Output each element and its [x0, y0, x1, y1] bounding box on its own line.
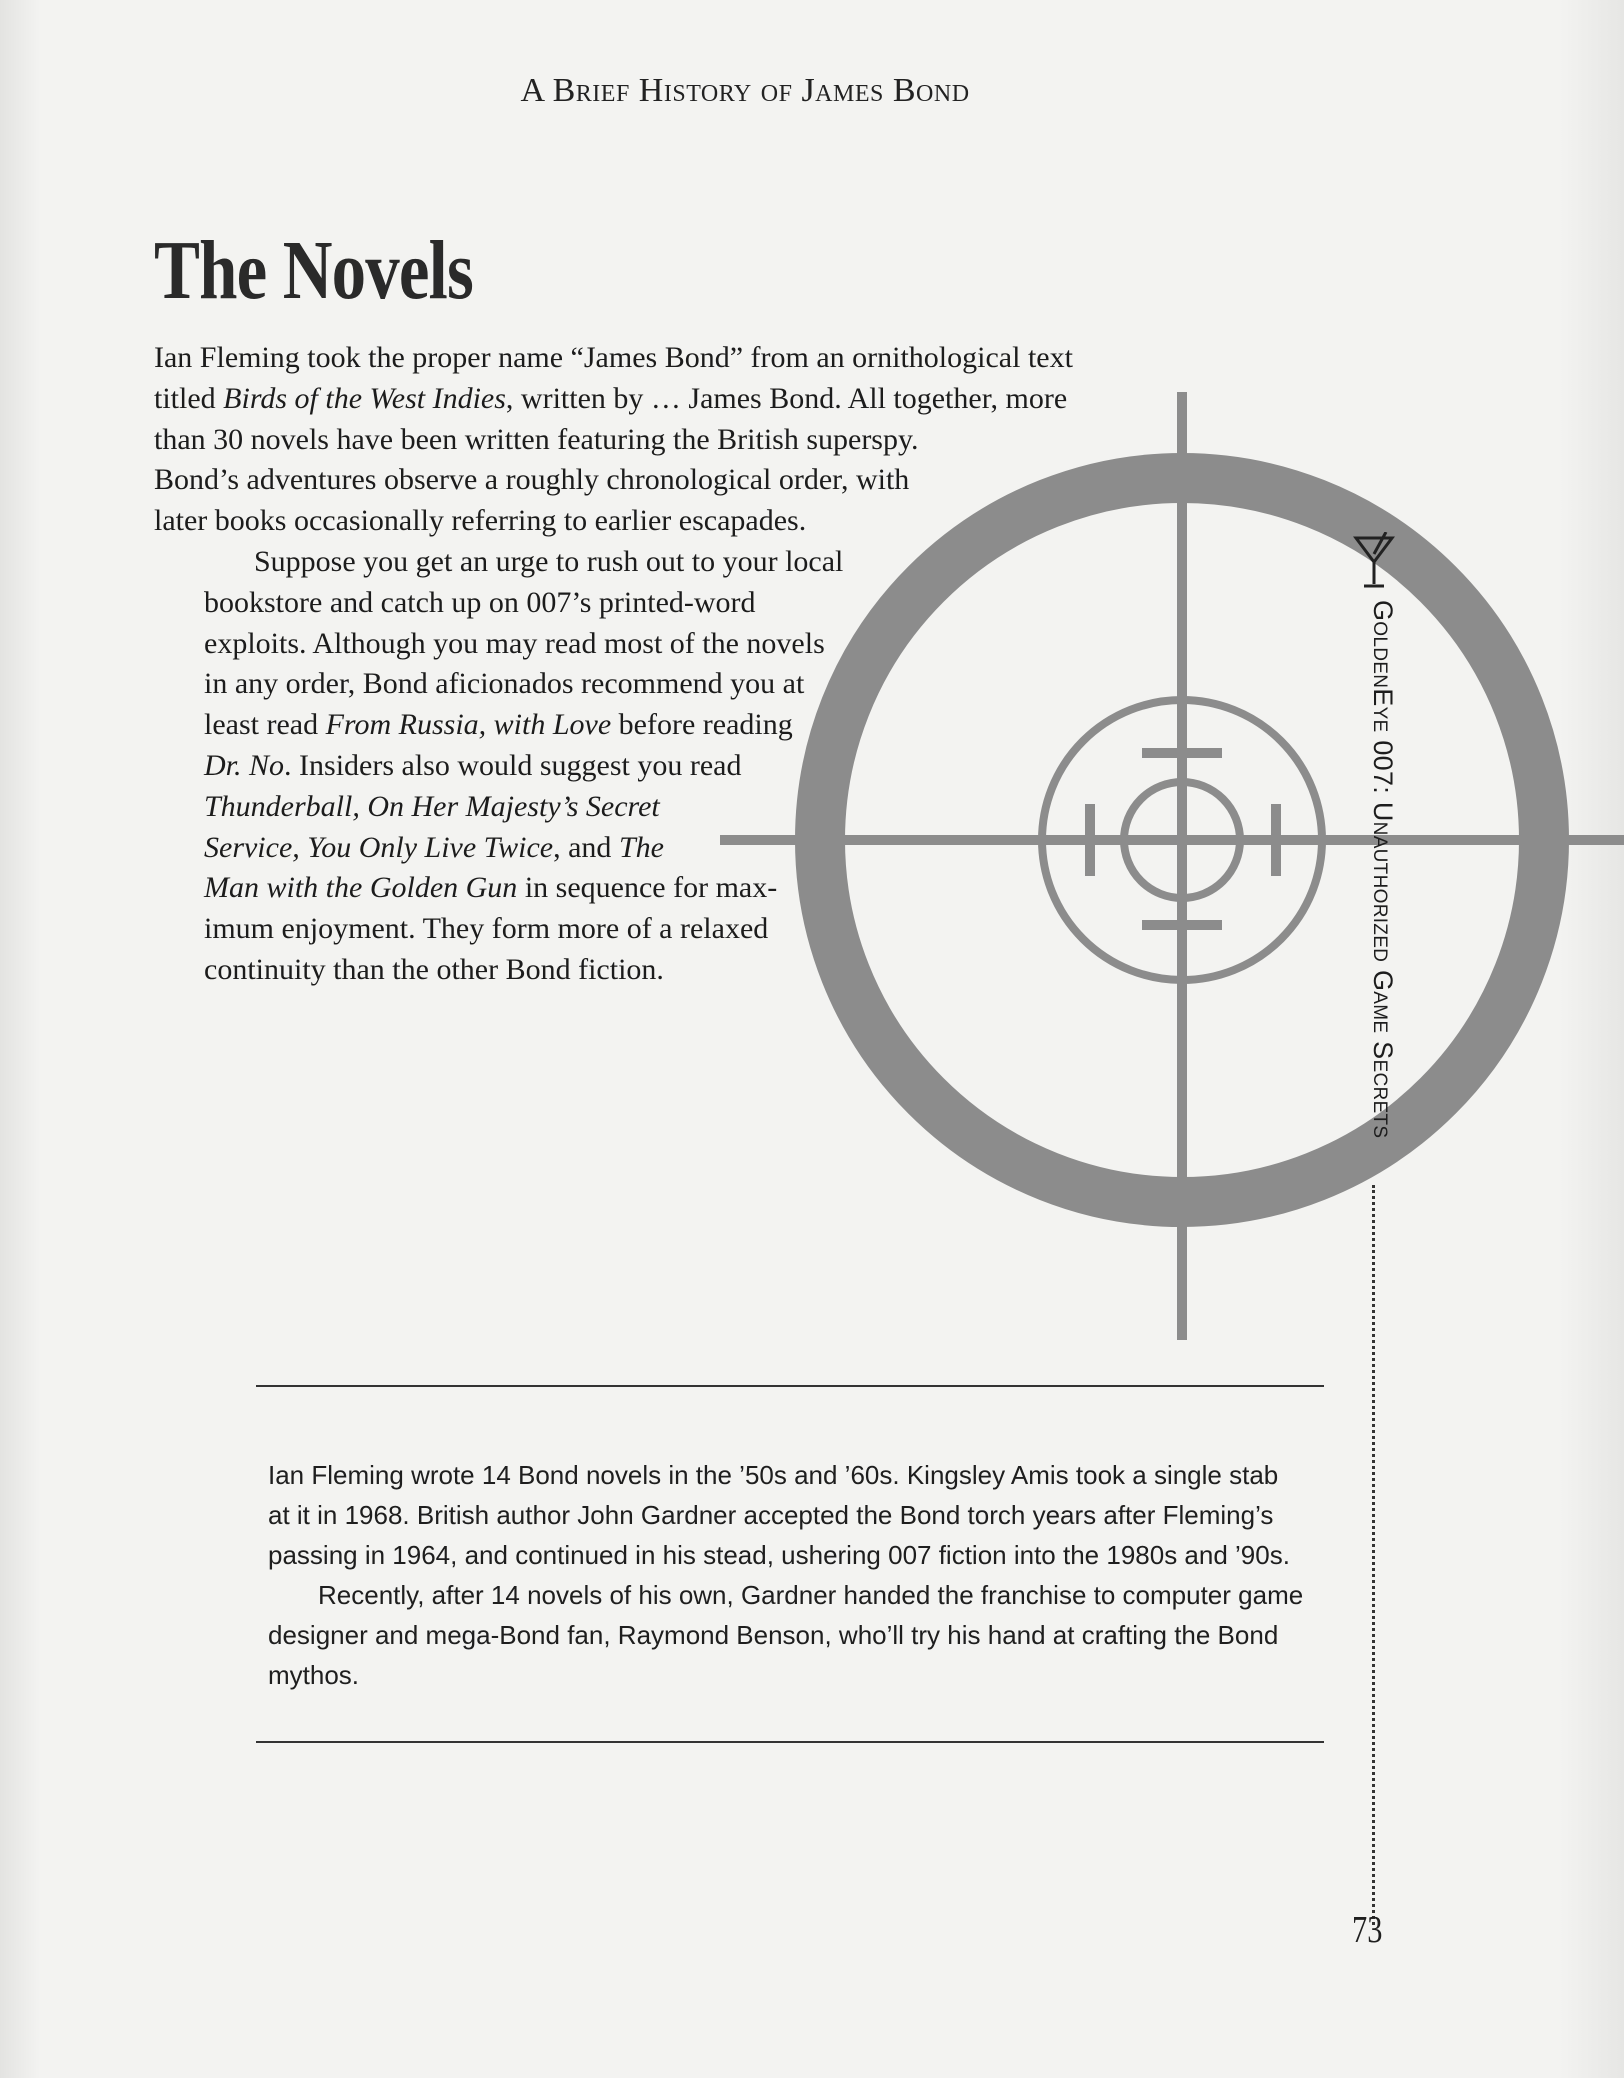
section-title: The Novels	[154, 224, 473, 317]
text-line: imum enjoyment. They form more of a relaxed	[204, 912, 769, 946]
side-tab-dotted-rule	[1372, 1185, 1375, 1925]
paragraph-reading-order	[154, 542, 1174, 991]
sidebar-text	[268, 1455, 1328, 1695]
sidebar-box	[256, 1385, 1328, 1743]
italic-title: The	[618, 830, 664, 864]
martini-glass-icon	[1352, 532, 1396, 592]
sidebar-paragraph-1	[268, 1455, 1328, 1575]
sidebar-line: Recently, after 14 novels of his own, Gardner handed the franchise to computer game	[318, 1580, 1304, 1610]
text-line: Dr. No. Insiders also would suggest you read	[204, 748, 742, 782]
text-line: Ian Fleming took the proper name “James Bond” from an ornithological text	[154, 341, 1073, 374]
side-tab-label: GoldenEye 007: Unauthorized Game Secrets	[1368, 600, 1398, 1139]
italic-title: Birds of the West Indies	[223, 381, 506, 415]
text-line: least read From Russia, with Love before reading	[204, 708, 793, 742]
sidebar-top-rule	[256, 1385, 1324, 1387]
italic-title: Service, You Only Live Twice	[204, 830, 554, 864]
text-line: continuity than the other Bond fiction.	[204, 952, 664, 986]
body-text	[154, 338, 1174, 991]
italic-title: Thunderball, On Her Majesty’s Secret	[204, 789, 660, 823]
sidebar-line: passing in 1964, and continued in his stead, ushering 007 fiction into the 1980s and ’90s.	[268, 1540, 1290, 1570]
sidebar-bottom-rule	[256, 1741, 1324, 1743]
text-line: titled Birds of the West Indies, written by … James Bond. All together, more	[154, 381, 1068, 415]
sidebar-paragraph-2	[268, 1575, 1328, 1695]
italic-title: Dr. No	[204, 748, 285, 782]
text-line: Service, You Only Live Twice, and The	[204, 830, 664, 864]
text-line: exploits. Although you may read most of the novels	[204, 626, 825, 660]
running-head: A Brief History of James Bond	[520, 72, 970, 109]
sidebar-line: Ian Fleming wrote 14 Bond novels in the ’50s and ’60s. Kingsley Amis took a single stab	[268, 1460, 1279, 1490]
italic-title: From Russia, with Love	[325, 708, 612, 742]
text-line: Man with the Golden Gun in sequence for max-	[204, 871, 778, 905]
sidebar-line: designer and mega-Bond fan, Raymond Benson, who’ll try his hand at crafting the Bond	[268, 1620, 1279, 1650]
text-line: Suppose you get an urge to rush out to your local	[254, 544, 844, 578]
text-line: bookstore and catch up on 007’s printed-word	[204, 585, 756, 619]
text-line: Bond’s adventures observe a roughly chronological order, with	[154, 463, 910, 497]
sidebar-line: at it in 1968. British author John Gardner accepted the Bond torch years after Fleming’s	[268, 1500, 1274, 1530]
sidebar-line: mythos.	[268, 1660, 360, 1690]
italic-title: Man with the Golden Gun	[204, 871, 518, 905]
page-number: 73	[1352, 1909, 1383, 1951]
text-line	[154, 787, 1174, 828]
text-line: in any order, Bond aficionados recommend you at	[204, 667, 805, 701]
text-line: than 30 novels have been written featuring the British superspy.	[154, 422, 919, 456]
paragraph-intro	[154, 338, 1174, 542]
text-line: later books occasionally referring to earlier escapades.	[154, 504, 807, 538]
